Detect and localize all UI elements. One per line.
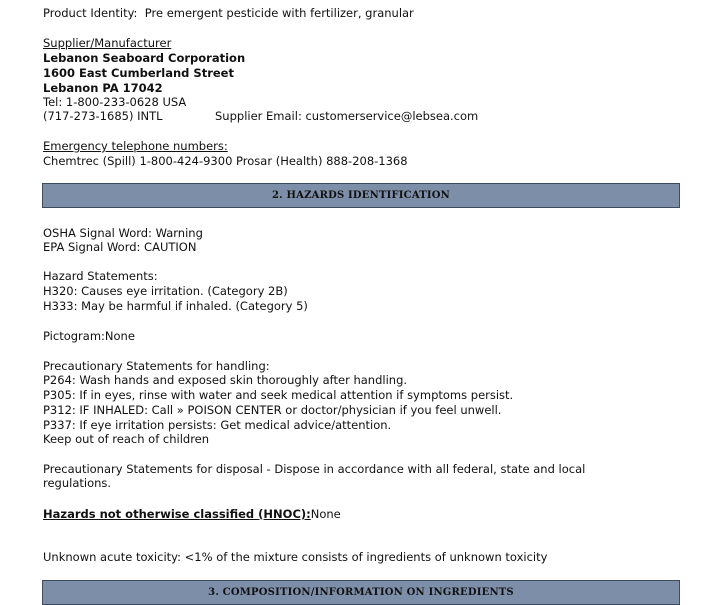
product-identity-value: Pre emergent pesticide with fertilizer, granular bbox=[144, 6, 414, 20]
precaution-p305: P305: If in eyes, rinse with water and seek medical attention if symptoms persist. bbox=[43, 388, 514, 402]
osha-signal-word: OSHA Signal Word: Warning bbox=[43, 226, 203, 240]
disposal-line-2: regulations. bbox=[43, 476, 112, 490]
emergency-heading: Emergency telephone numbers: bbox=[43, 139, 228, 153]
hnoc-line bbox=[43, 507, 341, 521]
supplier-city: Lebanon PA 17042 bbox=[43, 81, 163, 95]
precaution-handling-heading: Precautionary Statements for handling: bbox=[43, 359, 270, 373]
hazard-statements-heading: Hazard Statements: bbox=[43, 269, 158, 283]
supplier-heading: Supplier/Manufacturer bbox=[43, 36, 172, 50]
emergency-numbers: Chemtrec (Spill) 1-800-424-9300 Prosar (Health) 888-208-1368 bbox=[43, 154, 408, 168]
disposal-line-1: Precautionary Statements for disposal - Dispose in accordance with all federal, state and local bbox=[43, 462, 586, 476]
precaution-p337: P337: If eye irritation persists: Get medical advice/attention. bbox=[43, 418, 392, 432]
hnoc-value: None bbox=[310, 507, 341, 521]
hnoc-label: Hazards not otherwise classified (HNOC): bbox=[43, 507, 311, 521]
keep-out-of-reach: Keep out of reach of children bbox=[43, 432, 210, 446]
product-identity-line bbox=[43, 6, 414, 20]
section-2-header: 2. HAZARDS IDENTIFICATION bbox=[42, 183, 680, 208]
hazard-h333: H333: May be harmful if inhaled. (Category 5) bbox=[43, 299, 308, 313]
epa-signal-word: EPA Signal Word: CAUTION bbox=[43, 240, 197, 254]
pictogram: Pictogram:None bbox=[43, 329, 135, 343]
hazard-h320: H320: Causes eye irritation. (Category 2B) bbox=[43, 284, 288, 298]
precaution-p312: P312: IF INHALED: Call » POISON CENTER or doctor/physician if you feel unwell. bbox=[43, 403, 502, 417]
supplier-tel-intl: (717-273-1685) INTL bbox=[43, 109, 163, 123]
section-3-header: 3. COMPOSITION/INFORMATION ON INGREDIENTS bbox=[42, 580, 680, 605]
product-identity-label: Product Identity: bbox=[43, 6, 138, 20]
supplier-street: 1600 East Cumberland Street bbox=[43, 66, 234, 80]
supplier-name: Lebanon Seaboard Corporation bbox=[43, 51, 246, 65]
unknown-acute-toxicity: Unknown acute toxicity: <1% of the mixture consists of ingredients of unknown toxicity bbox=[43, 550, 548, 564]
supplier-email: Supplier Email: customerservice@lebsea.com bbox=[215, 109, 479, 123]
precaution-p264: P264: Wash hands and exposed skin thoroughly after handling. bbox=[43, 373, 408, 387]
supplier-tel-us: Tel: 1-800-233-0628 USA bbox=[43, 95, 187, 109]
